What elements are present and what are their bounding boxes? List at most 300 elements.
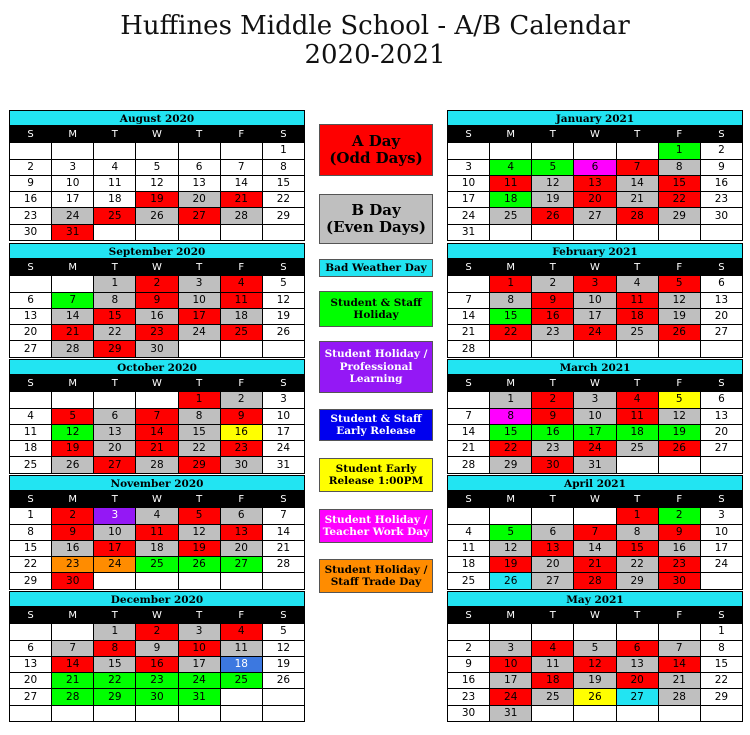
week-row — [10, 208, 305, 224]
day-cell: 23 — [448, 689, 490, 705]
day-cell: 20 — [616, 673, 658, 689]
day-cell — [10, 392, 52, 408]
day-cell: 23 — [220, 441, 262, 457]
day-cell: 7 — [52, 640, 94, 656]
day-cell: 31 — [262, 457, 304, 473]
day-cell: 13 — [220, 524, 262, 540]
legend-item — [319, 259, 433, 277]
day-cell — [220, 573, 262, 589]
day-cell: 27 — [574, 208, 616, 224]
week-row — [10, 524, 305, 540]
day-cell: 28 — [52, 689, 94, 705]
day-cell — [10, 276, 52, 292]
weekday-header: T — [616, 260, 658, 276]
day-cell — [490, 143, 532, 159]
day-cell: 26 — [262, 673, 304, 689]
day-cell — [658, 624, 700, 640]
weekday-header: W — [136, 492, 178, 508]
week-row — [10, 689, 305, 705]
weekday-header: T — [532, 376, 574, 392]
day-cell: 14 — [52, 308, 94, 324]
month-grid — [9, 126, 305, 241]
day-cell: 14 — [52, 656, 94, 672]
legend-label: Bad Weather Day — [325, 261, 427, 274]
day-cell: 12 — [658, 292, 700, 308]
week-row — [448, 441, 743, 457]
day-cell — [52, 392, 94, 408]
day-cell: 4 — [616, 276, 658, 292]
day-cell: 13 — [574, 175, 616, 191]
week-row — [448, 640, 743, 656]
day-cell: 12 — [262, 640, 304, 656]
weekday-header: S — [700, 492, 742, 508]
weekday-header: S — [262, 260, 304, 276]
day-cell — [94, 705, 136, 721]
month-calendar — [9, 475, 305, 590]
weekday-header: S — [10, 608, 52, 624]
day-cell: 3 — [574, 276, 616, 292]
day-cell: 4 — [220, 276, 262, 292]
day-cell — [616, 705, 658, 721]
day-cell: 16 — [700, 175, 742, 191]
day-cell: 30 — [700, 208, 742, 224]
day-cell — [220, 224, 262, 240]
day-cell: 19 — [574, 673, 616, 689]
day-cell — [52, 143, 94, 159]
week-row — [448, 424, 743, 440]
day-cell: 27 — [94, 457, 136, 473]
day-cell: 1 — [616, 508, 658, 524]
day-cell: 28 — [658, 689, 700, 705]
day-cell: 2 — [136, 276, 178, 292]
week-row — [448, 208, 743, 224]
weekday-header: S — [262, 376, 304, 392]
day-cell: 2 — [700, 143, 742, 159]
day-cell: 6 — [532, 524, 574, 540]
day-cell: 24 — [52, 208, 94, 224]
day-cell: 3 — [490, 640, 532, 656]
day-cell: 19 — [136, 192, 178, 208]
day-cell — [94, 392, 136, 408]
day-cell — [136, 705, 178, 721]
day-cell: 31 — [52, 224, 94, 240]
day-cell: 26 — [136, 208, 178, 224]
day-cell: 4 — [10, 408, 52, 424]
weekday-header-row — [10, 492, 305, 508]
day-cell — [220, 705, 262, 721]
day-cell: 21 — [220, 192, 262, 208]
legend-label: Student & Staff Holiday — [330, 296, 422, 321]
day-cell — [490, 508, 532, 524]
week-row — [10, 656, 305, 672]
month-calendar — [447, 243, 743, 358]
day-cell: 12 — [52, 424, 94, 440]
weekday-header: F — [220, 127, 262, 143]
legend-label: A Day (Odd Days) — [329, 132, 423, 167]
day-cell: 7 — [136, 408, 178, 424]
weekday-header: W — [574, 376, 616, 392]
week-row — [10, 192, 305, 208]
day-cell: 24 — [262, 441, 304, 457]
day-cell: 25 — [94, 208, 136, 224]
day-cell: 20 — [574, 192, 616, 208]
weekday-header: T — [178, 492, 220, 508]
week-row — [448, 557, 743, 573]
weekday-header: S — [448, 608, 490, 624]
week-row — [448, 175, 743, 191]
day-cell: 19 — [658, 424, 700, 440]
day-cell: 20 — [10, 673, 52, 689]
month-name: August 2020 — [9, 110, 305, 126]
day-cell: 9 — [658, 524, 700, 540]
week-row — [10, 457, 305, 473]
day-cell — [136, 143, 178, 159]
day-cell: 25 — [532, 689, 574, 705]
month-grid — [447, 491, 743, 590]
week-row — [10, 441, 305, 457]
day-cell: 28 — [448, 457, 490, 473]
day-cell — [700, 573, 742, 589]
day-cell: 20 — [10, 325, 52, 341]
day-cell: 5 — [52, 408, 94, 424]
day-cell: 7 — [616, 159, 658, 175]
day-cell: 17 — [574, 308, 616, 324]
day-cell: 7 — [220, 159, 262, 175]
legend-label: Student Holiday / Staff Trade Day — [324, 563, 428, 588]
day-cell: 22 — [490, 441, 532, 457]
title-line-1: Huffines Middle School - A/B Calendar — [120, 11, 630, 41]
week-row — [448, 705, 743, 721]
week-row — [10, 508, 305, 524]
day-cell: 25 — [220, 325, 262, 341]
week-row — [448, 673, 743, 689]
day-cell: 6 — [94, 408, 136, 424]
weekday-header: F — [658, 376, 700, 392]
day-cell: 2 — [658, 508, 700, 524]
day-cell — [178, 143, 220, 159]
weekday-header-row — [448, 608, 743, 624]
day-cell: 11 — [10, 424, 52, 440]
day-cell: 9 — [532, 408, 574, 424]
day-cell: 12 — [574, 656, 616, 672]
weekday-header: T — [94, 492, 136, 508]
day-cell: 10 — [448, 175, 490, 191]
day-cell: 25 — [136, 557, 178, 573]
weekday-header: T — [94, 127, 136, 143]
day-cell: 20 — [532, 557, 574, 573]
day-cell: 2 — [52, 508, 94, 524]
weekday-header: S — [700, 127, 742, 143]
day-cell: 20 — [700, 424, 742, 440]
day-cell: 2 — [220, 392, 262, 408]
week-row — [448, 624, 743, 640]
day-cell: 31 — [574, 457, 616, 473]
weekday-header: T — [178, 260, 220, 276]
day-cell: 28 — [220, 208, 262, 224]
day-cell — [262, 341, 304, 357]
day-cell — [94, 224, 136, 240]
week-row — [448, 408, 743, 424]
day-cell: 22 — [658, 192, 700, 208]
day-cell — [262, 705, 304, 721]
day-cell: 9 — [448, 656, 490, 672]
weekday-header: W — [136, 608, 178, 624]
day-cell: 2 — [448, 640, 490, 656]
day-cell — [700, 224, 742, 240]
day-cell: 21 — [448, 441, 490, 457]
day-cell: 26 — [532, 208, 574, 224]
weekday-header: W — [574, 492, 616, 508]
weekday-header: W — [574, 260, 616, 276]
day-cell: 28 — [136, 457, 178, 473]
day-cell: 9 — [532, 292, 574, 308]
day-cell — [532, 624, 574, 640]
day-cell: 7 — [262, 508, 304, 524]
weekday-header: F — [658, 608, 700, 624]
week-row — [448, 656, 743, 672]
day-cell — [616, 143, 658, 159]
title-line-2: 2020-2021 — [304, 40, 446, 70]
week-row — [10, 325, 305, 341]
weekday-header: T — [178, 376, 220, 392]
day-cell: 30 — [658, 573, 700, 589]
day-cell: 11 — [490, 175, 532, 191]
day-cell: 1 — [178, 392, 220, 408]
day-cell: 29 — [490, 457, 532, 473]
day-cell: 23 — [136, 325, 178, 341]
day-cell: 30 — [136, 689, 178, 705]
weekday-header: S — [262, 608, 304, 624]
day-cell — [532, 508, 574, 524]
legend-item — [319, 194, 433, 244]
month-calendar — [9, 591, 305, 722]
day-cell: 22 — [178, 441, 220, 457]
month-name: January 2021 — [447, 110, 743, 126]
day-cell — [700, 457, 742, 473]
day-cell: 23 — [52, 557, 94, 573]
day-cell — [448, 143, 490, 159]
day-cell — [658, 705, 700, 721]
day-cell: 11 — [220, 640, 262, 656]
day-cell: 11 — [532, 656, 574, 672]
weekday-header: W — [136, 376, 178, 392]
weekday-header: S — [700, 608, 742, 624]
day-cell: 7 — [658, 640, 700, 656]
month-name: April 2021 — [447, 475, 743, 491]
day-cell — [94, 143, 136, 159]
month-calendar — [447, 359, 743, 474]
day-cell: 10 — [94, 524, 136, 540]
day-cell: 9 — [52, 524, 94, 540]
day-cell: 21 — [574, 557, 616, 573]
day-cell: 8 — [94, 640, 136, 656]
day-cell: 17 — [574, 424, 616, 440]
day-cell — [490, 624, 532, 640]
day-cell: 21 — [448, 325, 490, 341]
weekday-header: T — [532, 260, 574, 276]
day-cell: 22 — [10, 557, 52, 573]
day-cell: 24 — [700, 557, 742, 573]
day-cell: 16 — [52, 540, 94, 556]
day-cell — [94, 573, 136, 589]
week-row — [10, 624, 305, 640]
day-cell: 15 — [616, 540, 658, 556]
day-cell: 27 — [616, 689, 658, 705]
day-cell: 24 — [448, 208, 490, 224]
day-cell: 13 — [532, 540, 574, 556]
day-cell: 2 — [532, 276, 574, 292]
day-cell — [616, 624, 658, 640]
day-cell: 15 — [700, 656, 742, 672]
day-cell: 4 — [448, 524, 490, 540]
day-cell: 23 — [532, 441, 574, 457]
day-cell — [178, 573, 220, 589]
day-cell: 14 — [616, 175, 658, 191]
weekday-header: S — [448, 492, 490, 508]
day-cell: 5 — [574, 640, 616, 656]
day-cell: 30 — [532, 457, 574, 473]
day-cell: 18 — [616, 308, 658, 324]
day-cell: 13 — [10, 308, 52, 324]
week-row — [448, 292, 743, 308]
legend-item — [319, 124, 433, 176]
day-cell — [574, 624, 616, 640]
day-cell: 30 — [52, 573, 94, 589]
day-cell — [178, 341, 220, 357]
day-cell: 5 — [136, 159, 178, 175]
week-row — [448, 143, 743, 159]
week-row — [448, 524, 743, 540]
day-cell: 19 — [532, 192, 574, 208]
month-grid — [9, 375, 305, 474]
weekday-header: W — [136, 260, 178, 276]
day-cell: 22 — [616, 557, 658, 573]
day-cell: 7 — [574, 524, 616, 540]
day-cell: 1 — [490, 392, 532, 408]
day-cell: 13 — [700, 408, 742, 424]
week-row — [10, 292, 305, 308]
day-cell: 12 — [532, 175, 574, 191]
day-cell: 22 — [94, 673, 136, 689]
day-cell: 7 — [448, 408, 490, 424]
day-cell: 5 — [658, 276, 700, 292]
month-grid — [447, 259, 743, 358]
day-cell — [448, 392, 490, 408]
weekday-header: F — [220, 260, 262, 276]
day-cell: 19 — [52, 441, 94, 457]
day-cell — [532, 224, 574, 240]
day-cell: 4 — [94, 159, 136, 175]
day-cell: 15 — [490, 308, 532, 324]
weekday-header: M — [490, 608, 532, 624]
week-row — [10, 408, 305, 424]
week-row — [10, 640, 305, 656]
month-calendar — [9, 110, 305, 241]
day-cell — [658, 457, 700, 473]
weekday-header-row — [10, 260, 305, 276]
month-calendar — [9, 243, 305, 358]
day-cell — [574, 508, 616, 524]
day-cell: 18 — [448, 557, 490, 573]
month-name: October 2020 — [9, 359, 305, 375]
day-cell: 4 — [616, 392, 658, 408]
day-cell: 29 — [262, 208, 304, 224]
day-cell: 16 — [532, 424, 574, 440]
day-cell: 23 — [10, 208, 52, 224]
weekday-header: T — [94, 608, 136, 624]
day-cell: 1 — [94, 276, 136, 292]
day-cell: 19 — [490, 557, 532, 573]
day-cell — [574, 224, 616, 240]
day-cell: 20 — [700, 308, 742, 324]
day-cell: 27 — [700, 325, 742, 341]
weekday-header-row — [448, 492, 743, 508]
day-cell: 19 — [658, 308, 700, 324]
month-grid — [9, 491, 305, 590]
day-cell: 11 — [94, 175, 136, 191]
day-cell — [532, 341, 574, 357]
legend-item — [319, 458, 433, 492]
day-cell — [136, 573, 178, 589]
day-cell: 27 — [10, 341, 52, 357]
weekday-header-row — [10, 376, 305, 392]
weekday-header: T — [532, 127, 574, 143]
day-cell: 26 — [658, 441, 700, 457]
day-cell — [10, 143, 52, 159]
day-cell — [10, 624, 52, 640]
day-cell: 26 — [490, 573, 532, 589]
weekday-header: T — [178, 127, 220, 143]
day-cell: 28 — [616, 208, 658, 224]
day-cell: 1 — [10, 508, 52, 524]
day-cell: 2 — [10, 159, 52, 175]
day-cell: 3 — [262, 392, 304, 408]
day-cell: 10 — [52, 175, 94, 191]
legend-label: Student Holiday / Professional Learning — [324, 348, 428, 386]
day-cell: 11 — [616, 292, 658, 308]
day-cell: 14 — [574, 540, 616, 556]
day-cell: 4 — [532, 640, 574, 656]
week-row — [448, 540, 743, 556]
month-grid — [447, 375, 743, 474]
day-cell: 13 — [616, 656, 658, 672]
day-cell: 14 — [220, 175, 262, 191]
day-cell — [658, 341, 700, 357]
day-cell: 26 — [178, 557, 220, 573]
legend-item — [319, 509, 433, 543]
day-cell: 17 — [448, 192, 490, 208]
day-cell: 18 — [136, 540, 178, 556]
week-row — [448, 159, 743, 175]
week-row — [448, 689, 743, 705]
legend-item — [319, 409, 433, 441]
day-cell — [532, 143, 574, 159]
day-cell — [178, 224, 220, 240]
day-cell: 24 — [490, 689, 532, 705]
weekday-header: M — [52, 608, 94, 624]
day-cell: 8 — [700, 640, 742, 656]
day-cell — [574, 705, 616, 721]
day-cell: 10 — [700, 524, 742, 540]
weekday-header: W — [574, 608, 616, 624]
week-row — [448, 224, 743, 240]
weekday-header: T — [532, 492, 574, 508]
weekday-header: T — [616, 127, 658, 143]
day-cell: 18 — [490, 192, 532, 208]
day-cell: 21 — [52, 673, 94, 689]
week-row — [10, 308, 305, 324]
day-cell: 26 — [658, 325, 700, 341]
